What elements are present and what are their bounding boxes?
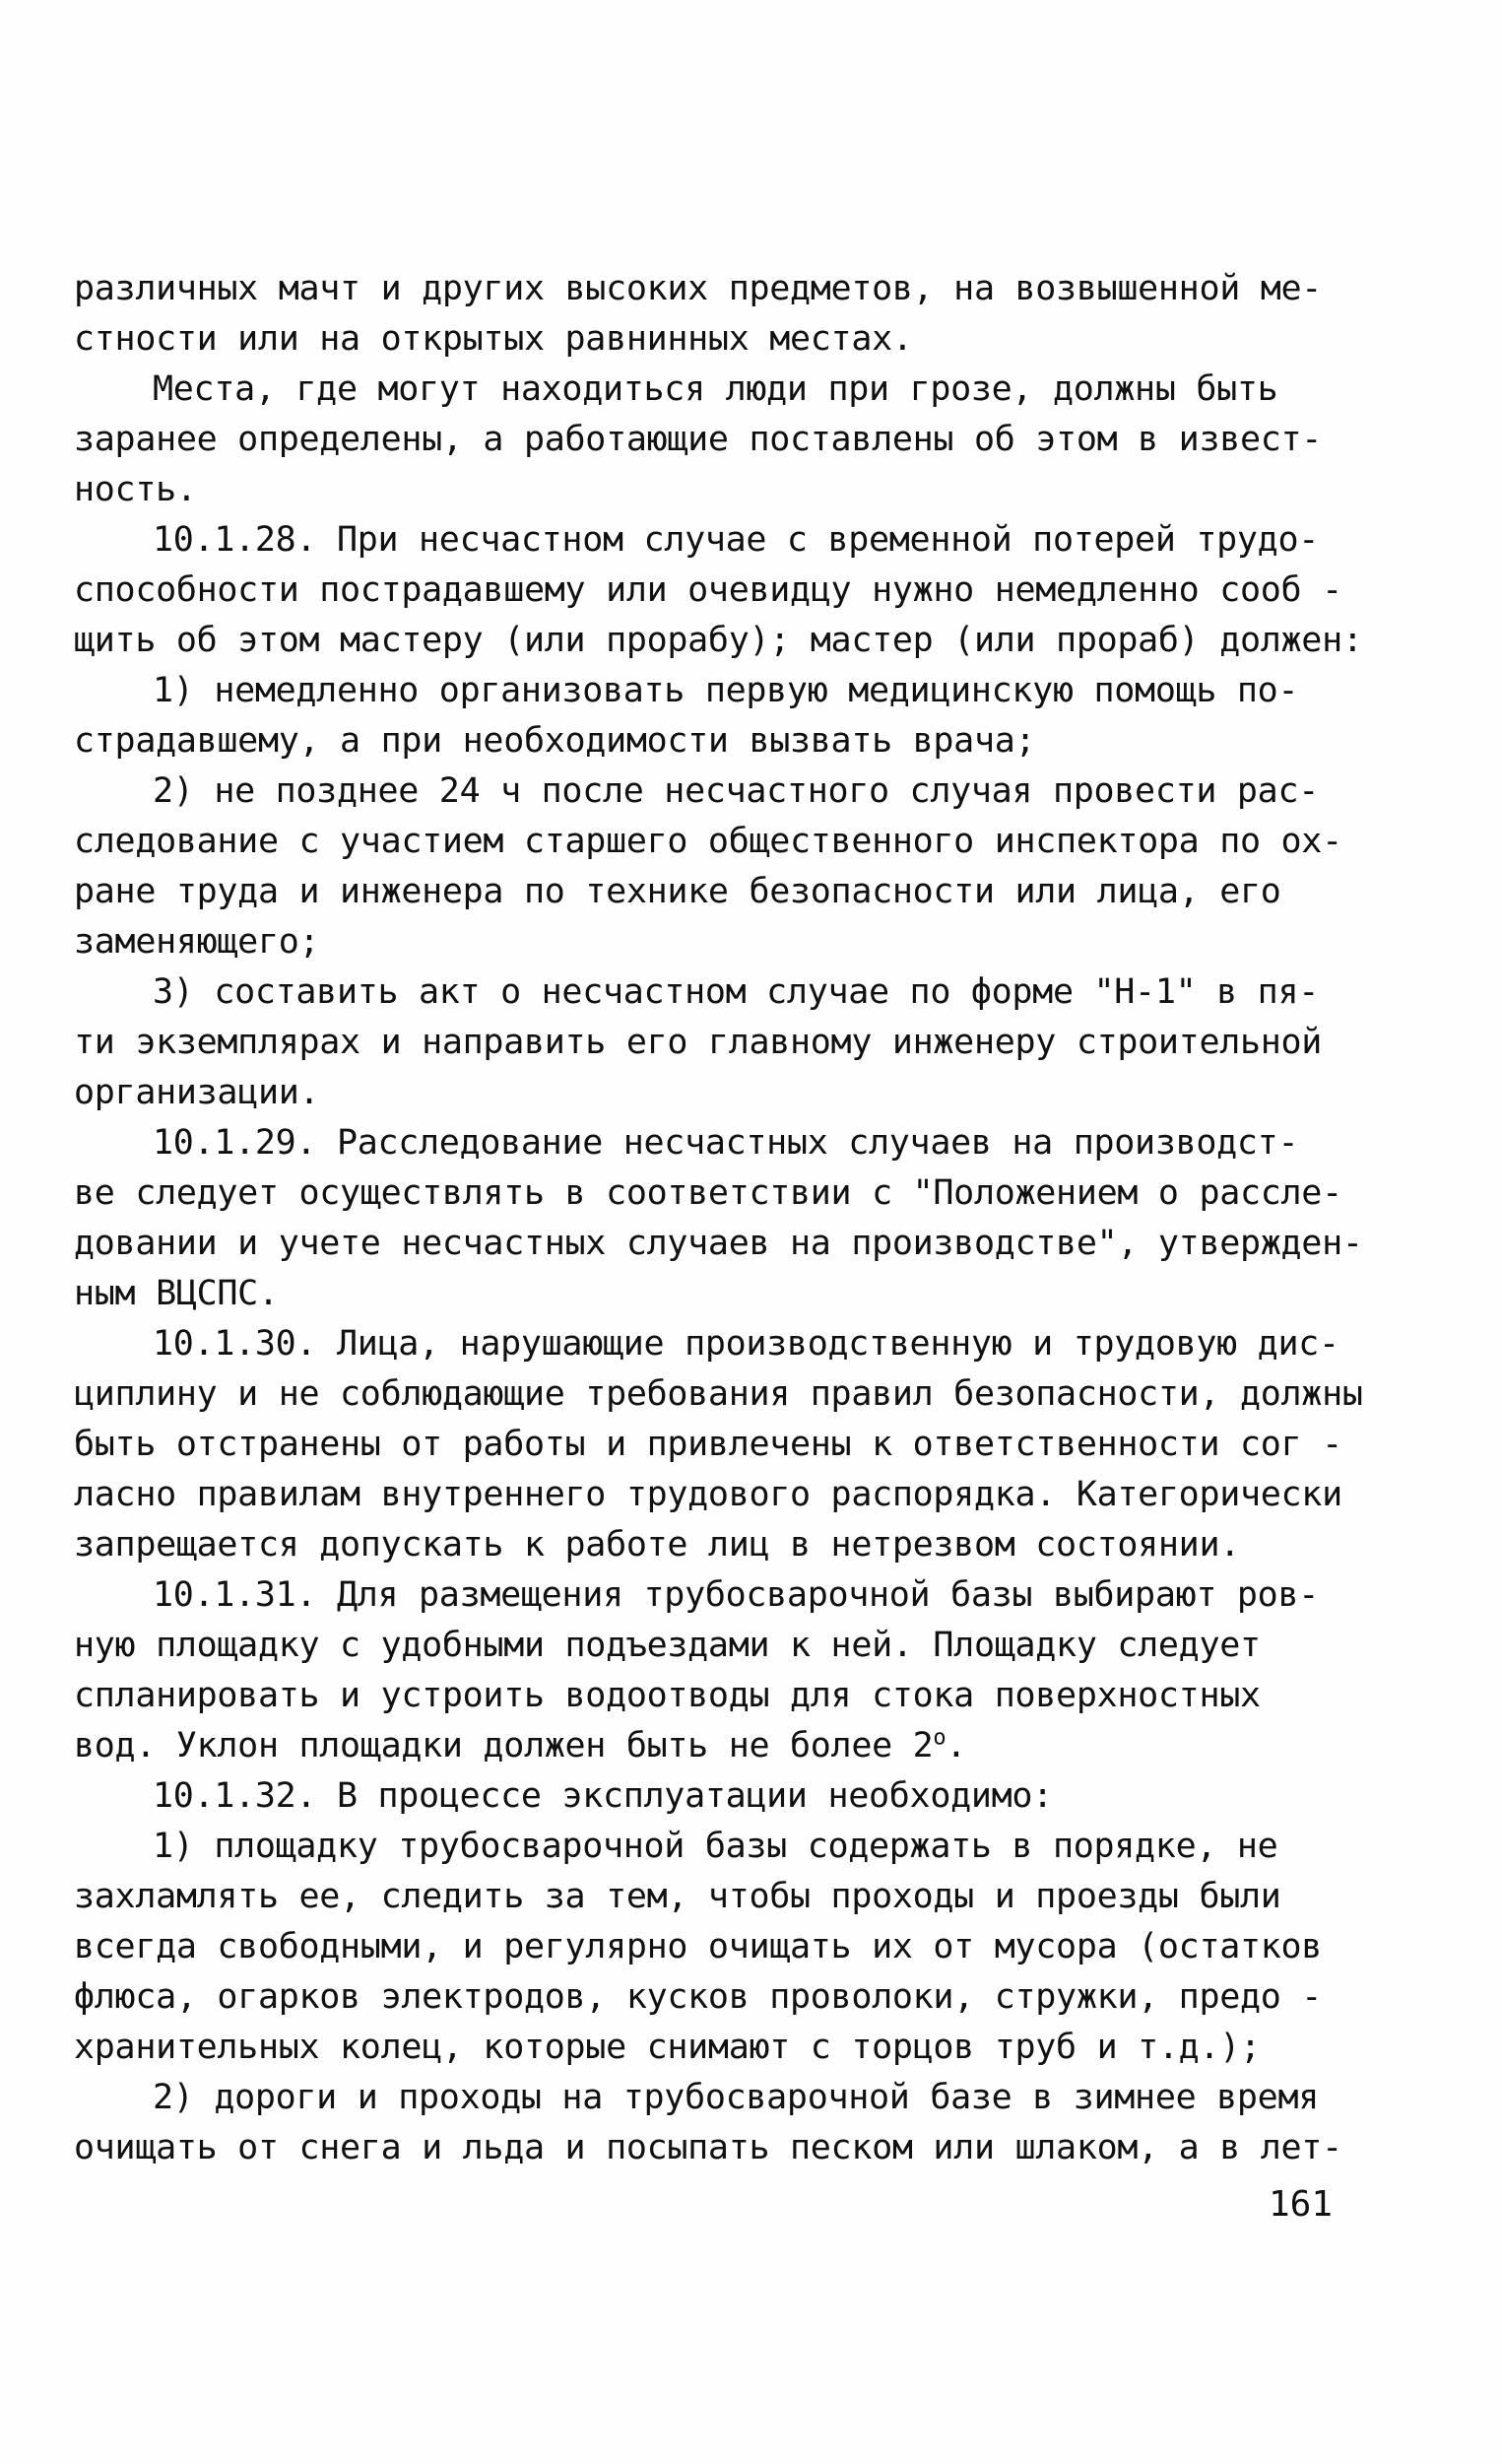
text-line (74, 2073, 1364, 2123)
text-line (74, 1972, 1364, 2023)
text-line-content: стности или на открытых равнинных местах. (74, 319, 913, 359)
text-line-content: ве следует осуществлять в соответствии с "Положением о рассле- (74, 1173, 1342, 1213)
text-line (74, 716, 1364, 766)
text-line-content: щить об этом мастеру (или прорабу); мастер (или прораб) должен: (74, 621, 1363, 660)
text-line (74, 264, 1364, 314)
text-line-content: следование с участием старшего общественного инспектора по ох- (74, 822, 1342, 861)
text-line-content: 10.1.29. Расследование несчастных случаев на производст- (153, 1123, 1299, 1163)
text-line (74, 1219, 1364, 1269)
text-line (74, 1922, 1364, 1972)
text-line-content: всегда свободными, и регулярно очищать их от мусора (остатков (74, 1927, 1323, 1966)
text-line (74, 1319, 1364, 1369)
text-line-content: захламлять ее, следить за тем, чтобы проходы и проезды были (74, 1877, 1281, 1916)
text-line (74, 616, 1364, 666)
text-line (74, 2023, 1364, 2073)
text-line (74, 465, 1364, 515)
text-line (74, 1721, 1364, 1771)
text-line-content: ти экземплярах и направить его главному инженеру строительной (74, 1023, 1323, 1062)
text-line (74, 1470, 1364, 1520)
text-line-content: различных мачт и других высоких предметов, на возвышенной ме- (74, 269, 1323, 308)
text-line-content: спланировать и устроить водоотводы для стока поверхностных (74, 1676, 1261, 1715)
body-text (74, 264, 1364, 2173)
superscript-degree: o (933, 1725, 947, 1751)
text-line (74, 1168, 1364, 1219)
text-line-content: 2) дороги и проходы на трубосварочной базе в зимнее время (153, 2078, 1319, 2117)
text-line-content: 10.1.30. Лица, нарушающие производственную и трудовую дис- (153, 1324, 1339, 1364)
text-line-content: ным ВЦСПС. (74, 1274, 279, 1313)
text-line-content: 10.1.31. Для размещения трубосварочной базы выбирают ров- (153, 1575, 1319, 1615)
text-line (74, 1369, 1364, 1420)
text-line (74, 566, 1364, 616)
text-line (74, 1269, 1364, 1319)
text-line-content: 10.1.32. В процессе эксплуатации необходимо: (153, 1776, 1053, 1816)
text-line (74, 1822, 1364, 1872)
text-line (74, 365, 1364, 415)
text-line (74, 1520, 1364, 1570)
text-line-content: быть отстранены от работы и привлечены к ответственности сог - (74, 1425, 1342, 1464)
text-line-content: запрещается допускать к работе лиц в нетрезвом состоянии. (74, 1525, 1240, 1565)
text-line-content: организации. (74, 1073, 320, 1112)
text-line (74, 1570, 1364, 1621)
text-line-content: 2) не позднее 24 ч после несчастного случая провести рас- (153, 771, 1319, 811)
page-number: 161 (1269, 2184, 1334, 2225)
text-line (74, 1068, 1364, 1118)
text-line-content: флюса, огарков электродов, кусков проволоки, стружки, предо - (74, 1977, 1323, 2017)
text-line (74, 817, 1364, 867)
text-line (74, 766, 1364, 817)
text-line (74, 1018, 1364, 1068)
text-line (74, 314, 1364, 365)
text-line-content: 10.1.28. При несчастном случае с временной потерей трудо- (153, 520, 1319, 560)
text-line (74, 1118, 1364, 1168)
text-line-content: очищать от снега и льда и посыпать песком или шлаком, а в лет- (74, 2128, 1342, 2167)
text-line-content: хранительных колец, которые снимают с торцов труб и т.д.); (74, 2028, 1261, 2067)
text-line-content: циплину и не соблюдающие требования правил безопасности, должны (74, 1374, 1363, 1414)
text-line-content: заменяющего; (74, 922, 320, 962)
text-line (74, 515, 1364, 566)
text-line-content: ласно правилам внутреннего трудового распорядка. Категорически (74, 1475, 1342, 1514)
text-line-content: Места, где могут находиться люди при грозе, должны быть (153, 369, 1278, 409)
text-line-content: способности пострадавшему или очевидцу нужно немедленно сооб - (74, 570, 1342, 610)
text-line-content: ность. (74, 470, 197, 509)
text-line (74, 666, 1364, 716)
text-line-tail: . (946, 1726, 967, 1765)
text-line-content: ную площадку с удобными подъездами к ней. Площадку следует (74, 1626, 1261, 1665)
text-line (74, 1420, 1364, 1470)
text-line-content: 3) составить акт о несчастном случае по форме "Н-1" в пя- (153, 972, 1319, 1012)
text-line (74, 2123, 1364, 2173)
text-line-content: страдавшему, а при необходимости вызвать врача; (74, 721, 1036, 761)
text-line (74, 967, 1364, 1018)
text-line-content: 1) площадку трубосварочной базы содержать в порядке, не (153, 1827, 1278, 1866)
text-line-content: ране труда и инженера по технике безопасности или лица, его (74, 872, 1281, 911)
text-line (74, 867, 1364, 917)
text-line-content: 1) немедленно организовать первую медицинскую помощь по- (153, 671, 1299, 710)
text-line (74, 415, 1364, 465)
text-line (74, 917, 1364, 967)
text-line-content: заранее определены, а работающие поставлены об этом в извест- (74, 420, 1323, 459)
text-line (74, 1621, 1364, 1671)
text-line-content: довании и учете несчастных случаев на производстве", утвержден- (74, 1224, 1363, 1263)
text-line (74, 1872, 1364, 1922)
text-line-content: вод. Уклон площадки должен быть не более 2 (74, 1726, 934, 1765)
text-line (74, 1671, 1364, 1721)
text-line (74, 1771, 1364, 1822)
